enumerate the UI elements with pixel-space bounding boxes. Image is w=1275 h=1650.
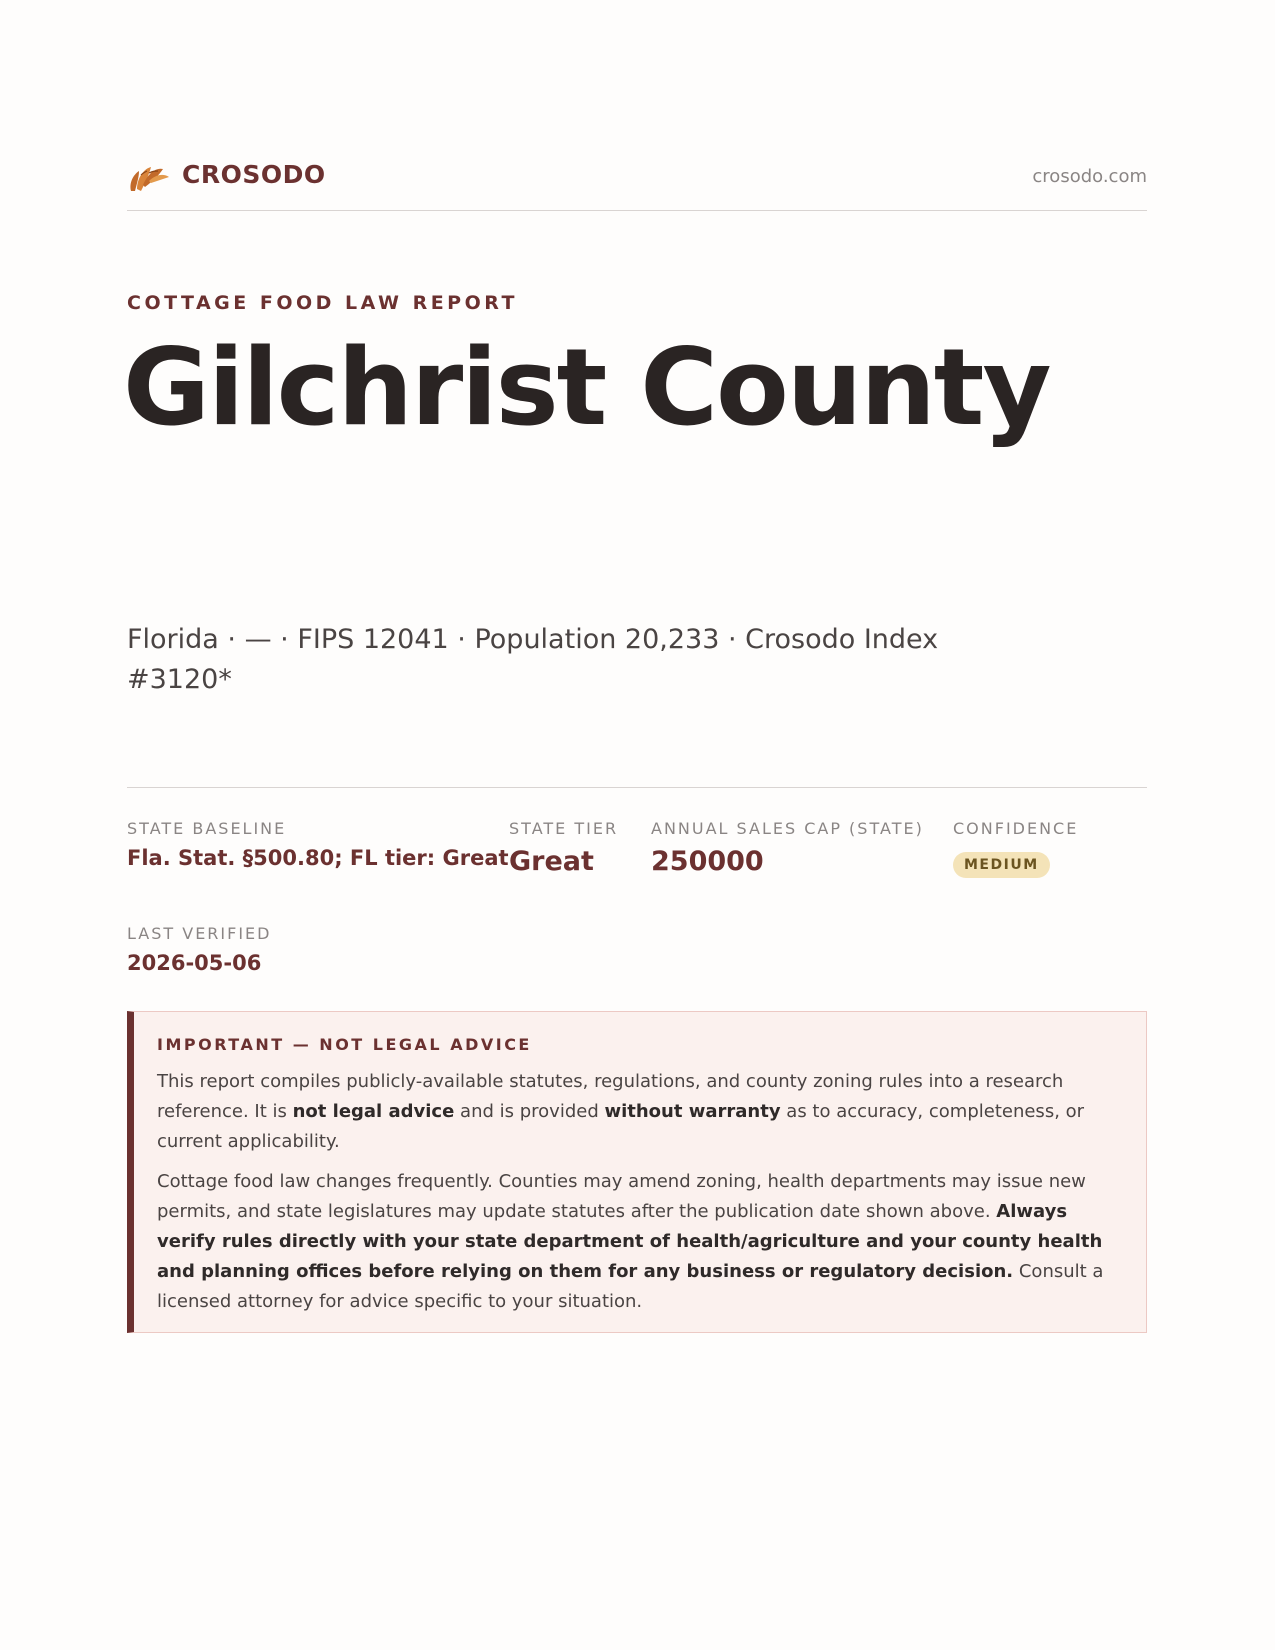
notice-text: This report compiles publicly-available statutes, regulations, and county zoning rules into a research reference. It is: [157, 1071, 1064, 1122]
croissant-icon: [127, 161, 171, 197]
stat-state-tier: [509, 819, 618, 877]
notice-emphasis: Always verify rules directly with your state department of health/agriculture and your county health and planning offices before relying on them for any business or regulatory decision.: [157, 1201, 1103, 1282]
notice-text: as to accuracy, completeness, or current applicability.: [157, 1101, 1085, 1152]
notice-paragraph: [157, 1167, 1127, 1317]
stat-sales-cap: [651, 819, 924, 877]
notice-emphasis: not legal advice: [292, 1101, 455, 1122]
page-title: Gilchrist County: [123, 326, 1050, 449]
notice-text: and is provided: [454, 1101, 605, 1122]
notice-title: IMPORTANT — NOT LEGAL ADVICE: [157, 1035, 532, 1054]
stat-value: 2026-05-06: [127, 951, 262, 975]
notice-emphasis: without warranty: [604, 1101, 781, 1122]
section-divider: [127, 787, 1147, 788]
stat-label: ANNUAL SALES CAP (STATE): [651, 819, 924, 838]
brand-name: CROSODO: [182, 160, 326, 189]
notice-text: Cottage food law changes frequently. Counties may amend zoning, health departments may issue new permits, and state legislatures may update statutes after the publication date shown above.: [157, 1171, 1086, 1222]
stat-label: LAST VERIFIED: [127, 924, 272, 943]
legal-notice: [127, 1011, 1147, 1333]
stat-label: STATE TIER: [509, 819, 619, 838]
stat-value: Fla. Stat. §500.80; FL tier: Great: [127, 846, 509, 870]
notice-body: [157, 1067, 1127, 1327]
confidence-badge: MEDIUM: [953, 852, 1050, 878]
stat-value: 250000: [651, 846, 764, 877]
stat-confidence: [953, 819, 1078, 878]
notice-text: Consult a licensed attorney for advice specific to your situation.: [157, 1261, 1104, 1312]
stat-value: Great: [509, 846, 594, 877]
notice-paragraph: [157, 1067, 1127, 1157]
site-url[interactable]: crosodo.com: [1032, 166, 1147, 187]
stat-last-verified: [127, 924, 271, 975]
brand-header: [127, 158, 1147, 211]
stat-state-baseline: [127, 819, 509, 870]
report-eyebrow: COTTAGE FOOD LAW REPORT: [127, 292, 518, 314]
stat-label: CONFIDENCE: [953, 819, 1079, 838]
county-meta: Florida · — · FIPS 12041 · Population 20,233 · Crosodo Index #3120*: [127, 624, 939, 695]
stat-label: STATE BASELINE: [127, 819, 287, 838]
